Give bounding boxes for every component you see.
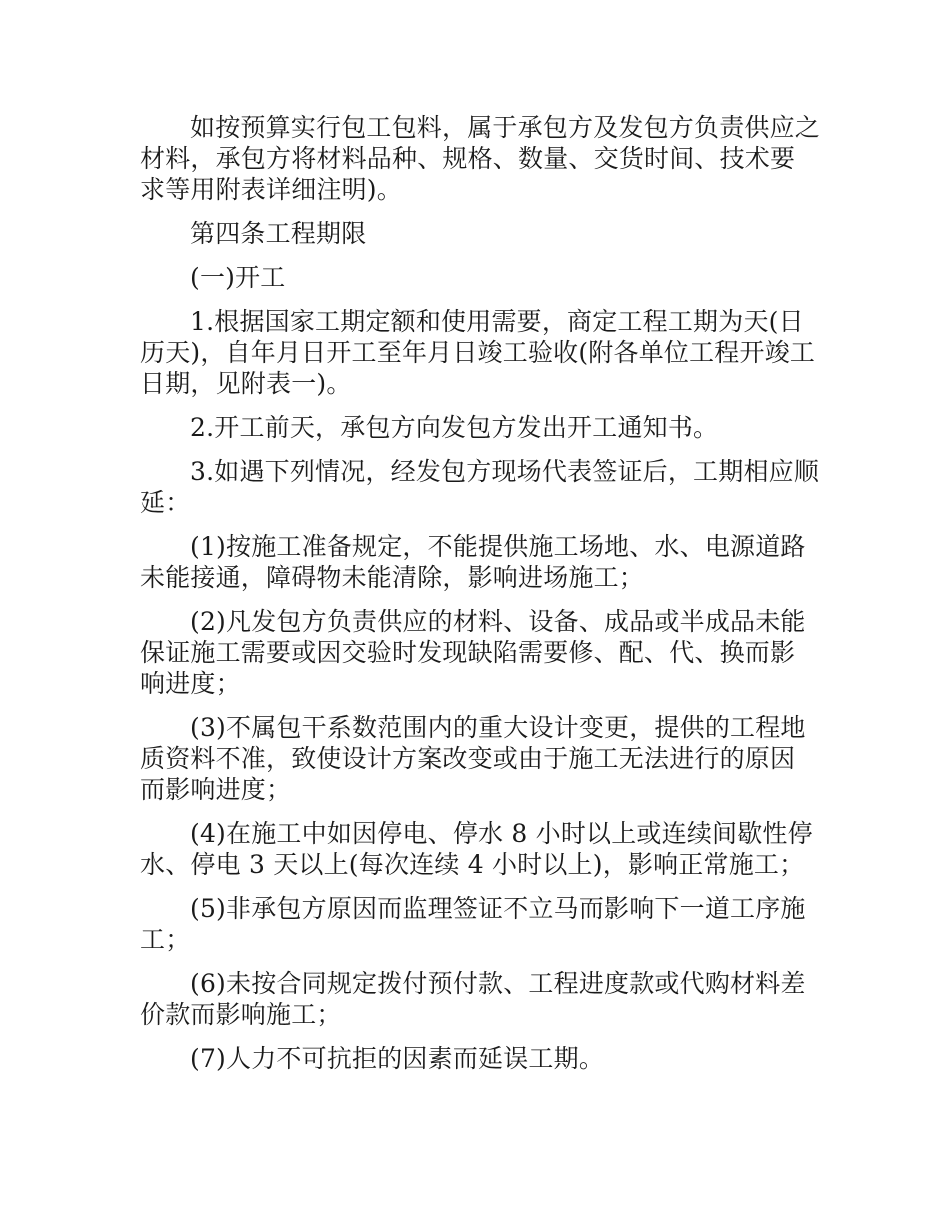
subsection-heading-start: (一)开工 [190, 263, 286, 292]
document-body [140, 112, 820, 1074]
paragraph-item-2: 2.开工前天，承包方向发包方发出开工通知书。 [190, 413, 719, 442]
list-item-condition-1: (1)按施工准备规定，不能提供施工场地、水、电源道路未能接通，障碍物未能清除，影响进场施工； [140, 532, 806, 592]
list-item-condition-6: (6)未按合同规定拨付预付款、工程进度款或代购材料差价款而影响施工； [140, 969, 806, 1029]
section-heading-article-4: 第四条工程期限 [190, 219, 367, 248]
list-item-condition-3: (3)不属包干系数范围内的重大设计变更，提供的工程地质资料不准，致使设计方案改变或由于施工无法进行的原因而影响进度； [140, 713, 806, 804]
paragraph-materials-note: 如按预算实行包工包料，属于承包方及发包方负责供应之材料，承包方将材料品种、规格、数量、交货时间、技术要求等用附表详细注明)。 [140, 113, 821, 204]
list-item-condition-4: (4)在施工中如因停电、停水 8 小时以上或连续间歇性停水、停电 3 天以上(每次连续 4 小时以上)，影响正常施工； [140, 819, 813, 879]
paragraph-item-3: 3.如遇下列情况，经发包方现场代表签证后，工期相应顺延： [140, 457, 820, 517]
paragraph-item-1: 1.根据国家工期定额和使用需要，商定工程工期为天(日历天)，自年月日开工至年月日竣工验收(附各单位工程开竣工日期，见附表一)。 [140, 307, 816, 398]
list-item-condition-2: (2)凡发包方负责供应的材料、设备、成品或半成品未能保证施工需要或因交验时发现缺陷需要修、配、代、换而影响进度； [140, 607, 806, 698]
list-item-condition-7: (7)人力不可抗拒的因素而延误工期。 [190, 1044, 605, 1073]
list-item-condition-5: (5)非承包方原因而监理签证不立马而影响下一道工序施工； [140, 894, 806, 954]
